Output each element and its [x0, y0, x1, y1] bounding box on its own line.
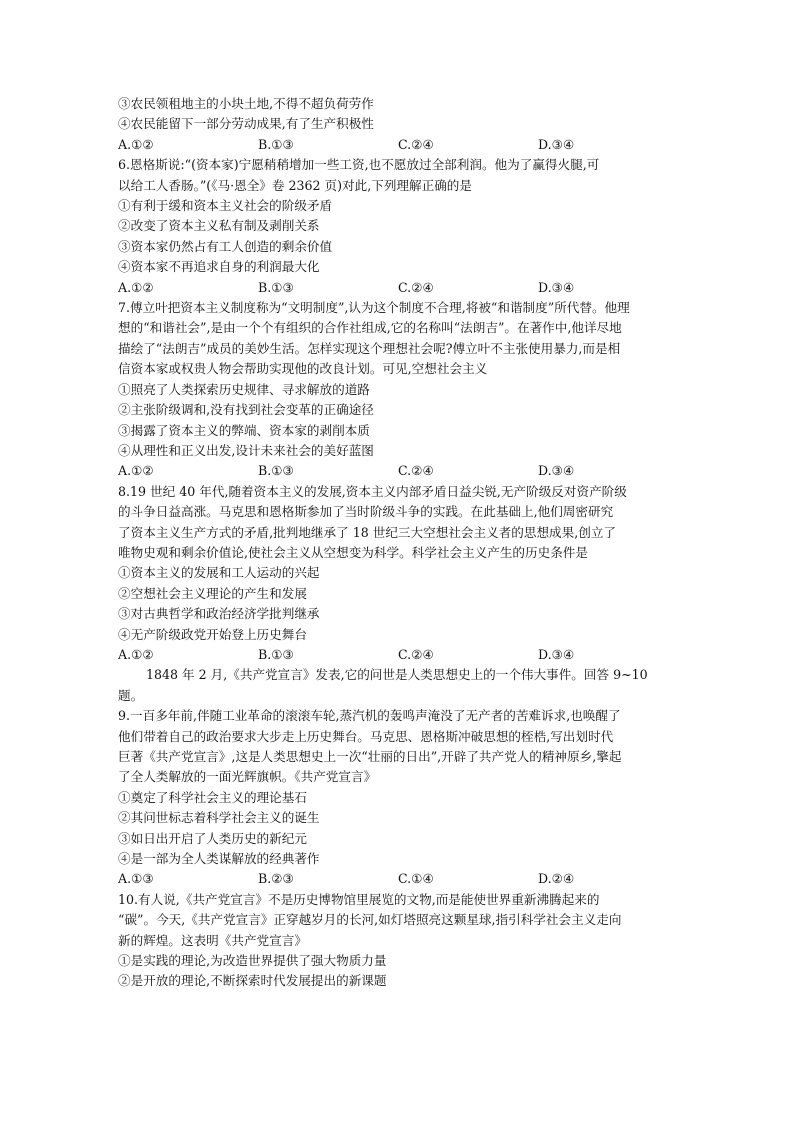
- question-stem: 巨著《共产党宣言》,这是人类思想史上一次“壮丽的日出”,开辟了共产党人的精神原乡,擎起: [118, 749, 622, 764]
- answer-options: [118, 135, 678, 155]
- question-stem: 以给工人香肠。”(《马·恩全》卷 2362 页)对此,下列理解正确的是: [118, 177, 472, 193]
- statement-3: ③揭露了资本主义的弊端、资本家的剥削本质: [118, 422, 370, 438]
- answer-options: [118, 645, 678, 665]
- pre-question-block: [118, 94, 678, 155]
- question-9: [118, 706, 678, 890]
- statement-3: ③资本家仍然占有工人创造的剩余价值: [118, 238, 333, 254]
- option-d: D.③④: [538, 136, 575, 152]
- statement-3: ③如日出开启了人类历史的新纪元: [118, 830, 307, 846]
- question-stem: 的斗争日益高涨。马克思和恩格斯参加了当时阶级斗争的实践。在此基础上,他们周密研究: [118, 504, 614, 520]
- statement-4: ④资本家不再追求自身的利润最大化: [118, 259, 320, 275]
- statement-1: ①有利于缓和资本主义社会的阶级矛盾: [118, 198, 333, 214]
- option-c: C.①④: [398, 871, 434, 887]
- question-stem: 了全人类解放的一面光辉旗帜。《共产党宣言》: [118, 769, 377, 785]
- intro-text: 题。: [118, 687, 144, 703]
- intro-text: 1848 年 2 月,《共产党宣言》发表,它的问世是人类思想史上的一个伟大事件。回答 9~10: [146, 667, 648, 683]
- question-stem: 唯物史观和剩余价值论,使社会主义从空想变为科学。科学社会主义产生的历史条件是: [118, 544, 588, 560]
- passage-intro: [118, 665, 678, 706]
- option-b: B.①③: [258, 279, 294, 295]
- answer-options: [118, 278, 678, 298]
- statement-2: ②空想社会主义理论的产生和发展: [118, 585, 307, 601]
- question-stem: 了资本主义生产方式的矛盾,批判地继承了 18 世纪三大空想社会主义者的思想成果,创立了: [118, 524, 617, 540]
- statement-1: ①资本主义的发展和工人运动的兴起: [118, 565, 320, 581]
- option-d: D.③④: [538, 646, 575, 662]
- option-a: A.①②: [118, 136, 154, 152]
- option-b: B.①③: [258, 136, 294, 152]
- option-c: C.②④: [398, 646, 434, 662]
- question-stem: 描绘了“法朗吉”成员的美妙生活。怎样实现这个理想社会呢?傅立叶不主张使用暴力,而是相: [118, 340, 621, 356]
- option-a: A.①②: [118, 279, 154, 295]
- answer-options: [118, 461, 678, 481]
- option-d: D.③④: [538, 279, 575, 295]
- statement-1: ①是实践的理论,为改造世界提供了强大物质力量: [118, 953, 387, 969]
- question-stem: “碳”。今天,《共产党宣言》正穿越岁月的长河,如灯塔照亮这颗星球,指引科学社会主义走向: [118, 912, 622, 928]
- question-6: [118, 155, 678, 298]
- option-d: D.②④: [538, 871, 575, 887]
- statement-1: ①照亮了人类探索历史规律、寻求解放的道路: [118, 381, 370, 397]
- exam-page: [118, 94, 678, 992]
- statement-2: ②主张阶级调和,没有找到社会变革的正确途径: [118, 402, 374, 418]
- statement-3: ③对古典哲学和政治经济学批判继承: [118, 606, 320, 622]
- question-stem: 信资本家或权贵人物会帮助实现他的改良计划。可见,空想社会主义: [118, 361, 488, 377]
- question-7: [118, 298, 678, 482]
- question-stem: 想的“和谐社会”,是由一个个有组织的合作社组成,它的名称叫“法朗吉”。在著作中,他详尽地: [118, 320, 622, 336]
- option-b: B.②③: [258, 871, 294, 887]
- option-c: C.②④: [398, 279, 434, 295]
- statement-2: ②改变了资本主义私有制及剥削关系: [118, 218, 320, 234]
- option-c: C.②④: [398, 463, 434, 479]
- option-a: A.①③: [118, 871, 154, 887]
- answer-options: [118, 869, 678, 889]
- statement-2: ②是开放的理论,不断探索时代发展提出的新课题: [118, 973, 387, 989]
- question-stem: 9.一百多年前,伴随工业革命的滚滚车轮,蒸汽机的轰鸣声淹没了无产者的苦难诉求,也唤醒了: [118, 708, 621, 724]
- option-b: B.①③: [258, 646, 294, 662]
- statement-4: ④无产阶级政党开始登上历史舞台: [118, 626, 307, 642]
- option-c: C.②④: [398, 136, 434, 152]
- question-stem: 7.傅立叶把资本主义制度称为“文明制度”,认为这个制度不合理,将被“和谐制度”所代替。他理: [118, 300, 630, 316]
- option-d: D.③④: [538, 463, 575, 479]
- statement-4: ④农民能留下一部分劳动成果,有了生产积极性: [118, 116, 374, 132]
- question-8: [118, 482, 678, 666]
- question-stem: 新的辉煌。这表明《共产党宣言》: [118, 932, 307, 948]
- statement-4: ④从理性和正义出发,设计未来社会的美好蓝图: [118, 442, 374, 458]
- option-a: A.①②: [118, 463, 154, 479]
- statement-2: ②其问世标志着科学社会主义的诞生: [118, 810, 320, 826]
- question-stem: 6.恩格斯说:“(资本家)宁愿稍稍增加一些工资,也不愿放过全部利润。他为了赢得火腿,可: [118, 157, 600, 173]
- question-10: [118, 890, 678, 992]
- option-a: A.①②: [118, 646, 154, 662]
- question-stem: 8.19 世纪 40 年代,随着资本主义的发展,资本主义内部矛盾日益尖锐,无产阶级反对资产阶级: [118, 483, 627, 499]
- option-b: B.①③: [258, 463, 294, 479]
- question-stem: 10.有人说,《共产党宣言》不是历史博物馆里展览的文物,而是能使世界重新沸腾起来的: [118, 891, 600, 907]
- statement-3: ③农民领租地主的小块土地,不得不超负荷劳作: [118, 96, 374, 111]
- statement-4: ④是一部为全人类谋解放的经典著作: [118, 851, 320, 867]
- question-stem: 他们带着自己的政治要求大步走上历史舞台。马克思、恩格斯冲破思想的桎梏,写出划时代: [118, 728, 614, 744]
- statement-1: ①奠定了科学社会主义的理论基石: [118, 789, 307, 805]
